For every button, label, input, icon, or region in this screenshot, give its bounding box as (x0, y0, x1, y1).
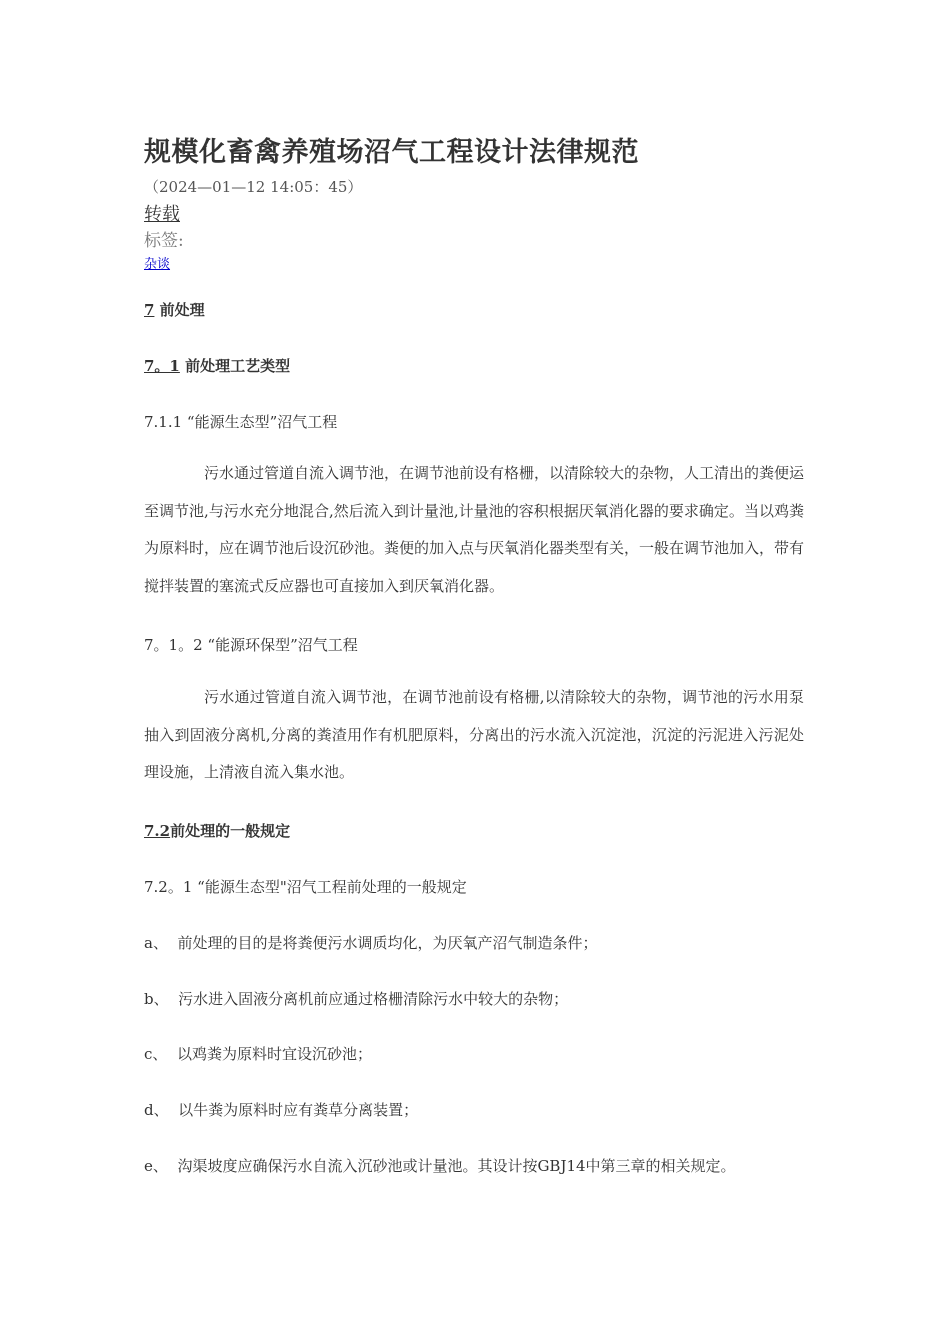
list-item (144, 932, 598, 953)
section-7-2-heading (144, 820, 290, 841)
list-item-marker: c、 (144, 1045, 168, 1063)
section-7-1-number: 7。1 (144, 357, 180, 375)
list-item (144, 988, 568, 1009)
section-7-number: 7 (144, 301, 155, 319)
list-item (144, 1099, 418, 1120)
section-7-2-1-heading: 7.2。1 “能源生态型"沼气工程前处理的一般规定 (144, 878, 467, 896)
paragraph-7-1-2: 污水通过管道自流入调节池，在调节池前设有格栅,以清除较大的杂物，调节池的污水用泵抽入到固液分离机,分离的粪渣用作有机肥原料，分离出的污水流入沉淀池，沉淀的污泥进入污泥处理设施，上清液自流入集水池。 (144, 688, 804, 781)
page-title: 规模化畜禽养殖场沼气工程设计法律规范 (144, 137, 639, 168)
section-7-2-number: 7.2 (144, 822, 171, 840)
list-item-text: 前处理的目的是将粪便污水调质均化，为厌氧产沼气制造条件； (177, 934, 598, 952)
list-item (144, 1155, 736, 1176)
list-item-marker: e、 (144, 1157, 168, 1175)
list-item-text: 沟渠坡度应确保污水自流入沉砂池或计量池。其设计按GBJ14中第三章的相关规定。 (177, 1157, 736, 1175)
section-7-title: 前处理 (154, 301, 205, 319)
section-7-1-heading (144, 355, 290, 376)
repost-link[interactable]: 转载 (144, 204, 180, 225)
paragraph-7-1-1: 污水通过管道自流入调节池，在调节池前设有格栅，以清除较大的杂物，人工清出的粪便运至调节池,与污水充分地混合,然后流入到计量池,计量池的容积根据厌氧消化器的要求确定。当以鸡粪为原料时，应在调节池后设沉砂池。粪便的加入点与厌氧消化器类型有关，一般在调节池加入，带有搅拌装置的塞流式反应器也可直接加入到厌氧消化器。 (144, 464, 805, 595)
post-date: （2024—01—12 14:05：45） (144, 178, 363, 196)
tag-link[interactable]: 杂谈 (144, 257, 171, 272)
list-item-marker: d、 (144, 1101, 169, 1119)
list-item-marker: b、 (144, 990, 169, 1008)
section-7-1-title: 前处理工艺类型 (179, 357, 291, 375)
list-item-text: 以牛粪为原料时应有粪草分离装置； (178, 1101, 419, 1119)
list-item-marker: a、 (144, 934, 168, 952)
section-7-1-1-heading: 7.1.1 “能源生态型”沼气工程 (144, 413, 338, 431)
section-7-1-2-heading: 7。1。2 “能源环保型”沼气工程 (144, 636, 358, 654)
list-item-text: 污水进入固液分离机前应通过格栅清除污水中较大的杂物； (178, 990, 569, 1008)
tags-label: 标签: (144, 231, 184, 251)
list-item-text: 以鸡粪为原料时宜设沉砂池； (176, 1045, 372, 1063)
section-7-heading (144, 299, 205, 320)
section-7-2-title: 前处理的一般规定 (170, 822, 291, 840)
list-item (144, 1043, 372, 1064)
